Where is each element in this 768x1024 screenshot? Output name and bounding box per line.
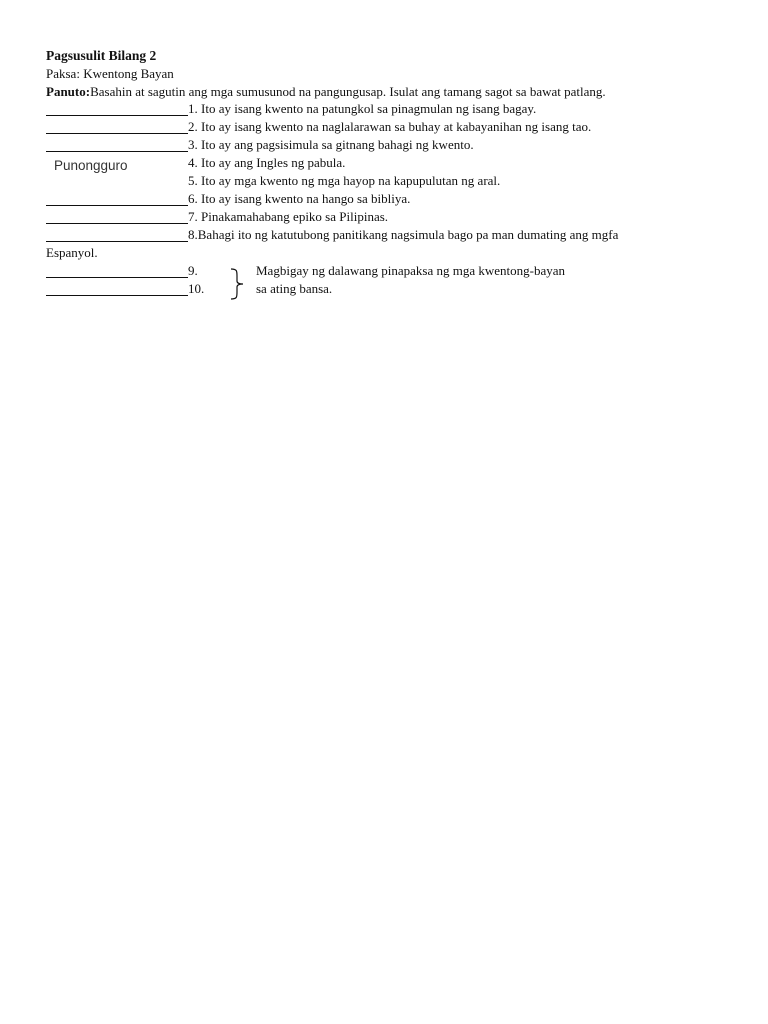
question-8: 8.Bahagi ito ng katutubong panitikang nagsimula bago pa man dumating ang mgfa [188, 227, 619, 242]
question-8-continuation: Espanyol. [46, 245, 98, 260]
answer-blank-1[interactable] [46, 115, 188, 116]
answer-blank-6[interactable] [46, 205, 188, 206]
question-9-number: 9. [188, 263, 198, 278]
instruction-text: Basahin at sagutin ang mga sumusunod na pangungusap. Isulat ang tamang sagot sa bawat patlang. [90, 84, 606, 99]
curly-brace-icon [229, 268, 249, 300]
answer-blank-3[interactable] [46, 151, 188, 152]
answer-blank-2[interactable] [46, 133, 188, 134]
answer-blank-9[interactable] [46, 277, 188, 278]
answer-blank-8[interactable] [46, 241, 188, 242]
quiz-instruction [46, 84, 606, 100]
quiz-topic: Paksa: Kwentong Bayan [46, 66, 174, 81]
question-4: 4. Ito ay ang Ingles ng pabula. [188, 155, 346, 170]
answer-4-text: Punongguro [54, 158, 128, 173]
question-1: 1. Ito ay isang kwento na patungkol sa pinagmulan ng isang bagay. [188, 101, 537, 116]
instruction-label: Panuto: [46, 84, 91, 99]
question-7: 7. Pinakamahabang epiko sa Pilipinas. [188, 209, 389, 224]
question-5: 5. Ito ay mga kwento ng mga hayop na kapupulutan ng aral. [188, 173, 501, 188]
question-6: 6. Ito ay isang kwento na hango sa bibliya. [188, 191, 411, 206]
question-2: 2. Ito ay isang kwento na naglalarawan sa buhay at kabayanihan ng isang tao. [188, 119, 592, 134]
answer-blank-7[interactable] [46, 223, 188, 224]
quiz-title: Pagsusulit Bilang 2 [46, 48, 157, 63]
question-10-number: 10. [188, 281, 205, 296]
answer-blank-10[interactable] [46, 295, 188, 296]
question-9-text-line1: Magbigay ng dalawang pinapaksa ng mga kwentong-bayan [256, 263, 566, 278]
question-3: 3. Ito ay ang pagsisimula sa gitnang bahagi ng kwento. [188, 137, 474, 152]
question-9-text-line2: sa ating bansa. [256, 281, 333, 296]
